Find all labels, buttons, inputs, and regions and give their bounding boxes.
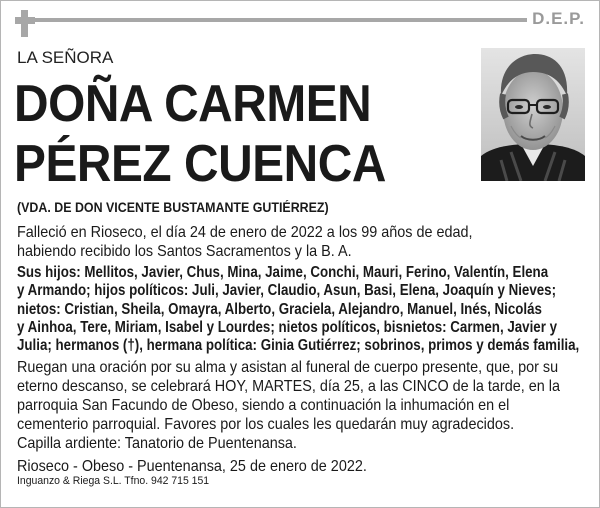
funeral-line: Ruegan una oración por su alma y asistan al funeral de cuerpo presente, que, por su bbox=[17, 359, 559, 376]
widow-of-line: (VDA. DE DON VICENTE BUSTAMANTE GUTIÉRREZ) bbox=[17, 200, 329, 215]
header-rule bbox=[35, 18, 527, 22]
death-line: habiendo recibido los Santos Sacramentos y la B. A. bbox=[17, 243, 352, 260]
death-line: Falleció en Rioseco, el día 24 de enero de 2022 a los 99 años de edad, bbox=[17, 224, 473, 241]
funeral-paragraph bbox=[17, 358, 575, 453]
title-prefix: LA SEÑORA bbox=[17, 48, 114, 67]
deceased-name-line1: DOÑA CARMEN bbox=[14, 75, 372, 133]
funeral-line: parroquia San Facundo de Obeso, siendo a continuación la inhumación en el bbox=[17, 397, 510, 414]
family-line: nietos: Cristian, Sheila, Omayra, Alberto, Graciela, Alejandro, Manuel, Inés, Nicolás bbox=[17, 300, 542, 318]
rip-label: D.E.P. bbox=[532, 9, 585, 28]
portrait-photo bbox=[481, 48, 585, 181]
family-line: Sus hijos: Mellitos, Javier, Chus, Mina, Jaime, Conchi, Mauri, Ferino, Valentín, Elena bbox=[17, 264, 549, 281]
deceased-name-line2: PÉREZ CUENCA bbox=[14, 135, 386, 193]
death-paragraph bbox=[17, 223, 575, 261]
family-paragraph bbox=[17, 264, 580, 355]
funeral-line: Capilla ardiente: Tanatorio de Puentenansa. bbox=[17, 435, 297, 452]
family-line: y Ainhoa, Tere, Miriam, Isabel y Lourdes; nietos políticos, bisnietos: Carmen, Javier y bbox=[17, 318, 558, 336]
family-line: Julia; hermanos (†), hermana política: Ginia Gutiérrez; sobrinos, primos y demás familia, bbox=[17, 337, 580, 355]
latin-cross-icon bbox=[15, 10, 35, 37]
place-date-line: Rioseco - Obeso - Puentenansa, 25 de enero de 2022. bbox=[17, 458, 367, 475]
funeral-line: cementerio parroquial. Favores por los cuales les quedarán muy agradecidos. bbox=[17, 416, 515, 433]
portrait-image bbox=[481, 48, 585, 181]
funeral-home-credit: Inguanzo & Riega S.L. Tfno. 942 715 151 bbox=[17, 475, 210, 487]
family-line: y Armando; hijos políticos: Juli, Javier, Claudio, Asun, Basi, Elena, Joaquín y Nieves; bbox=[17, 282, 557, 300]
funeral-line: eterno descanso, se celebrará HOY, MARTES, día 25, a las CINCO de la tarde, en la bbox=[17, 378, 560, 395]
place-date bbox=[17, 457, 575, 476]
